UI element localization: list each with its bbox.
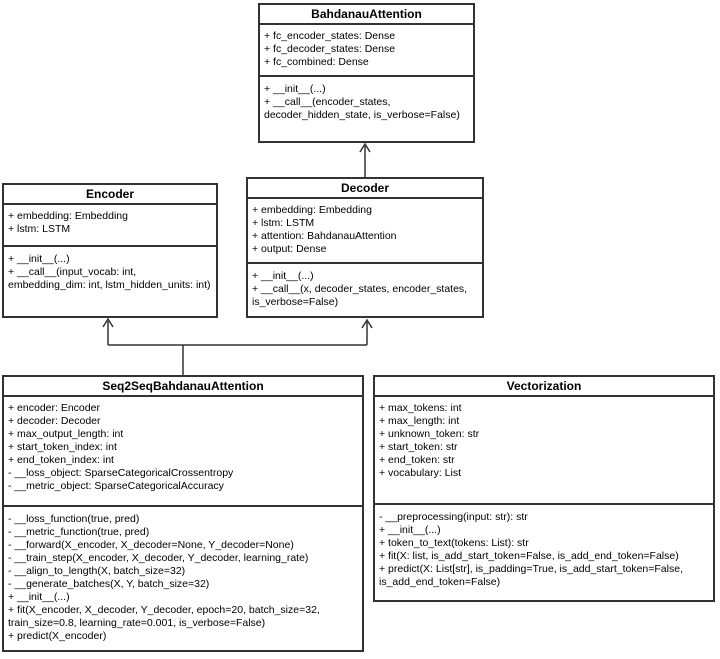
open-arrowhead-icon (362, 320, 372, 328)
method-item: + __init__(...) (252, 270, 314, 282)
attribute-item: + decoder: Decoder (8, 415, 101, 427)
method-item: + __call__(x, decoder_states, encoder_states, is_verbose=False) (252, 283, 468, 308)
method-item: + fit(X: list, is_add_start_token=False, is_add_end_token=False) (379, 550, 679, 562)
attributes-compartment (375, 397, 713, 505)
class-title: Decoder (248, 179, 482, 199)
attribute-item: + end_token_index: int (8, 454, 114, 466)
attribute-item: + encoder: Encoder (8, 402, 100, 414)
method-item: + fit(X_encoder, X_decoder, Y_decoder, epoch=20, batch_size=32, train_size=0.8, learning_rate=0.001, is_verbose=False) (8, 604, 320, 629)
attribute-item: + output: Dense (252, 243, 327, 255)
class-title: BahdanauAttention (260, 5, 473, 25)
attribute-item: + max_output_length: int (8, 428, 124, 440)
attribute-item: + lstm: LSTM (8, 223, 71, 235)
class-box-seq2seqbahdanauattention (2, 375, 364, 652)
class-box-encoder (2, 183, 218, 318)
method-item: - __train_step(X_encoder, X_decoder, Y_decoder, learning_rate) (8, 552, 309, 564)
attributes-compartment (260, 25, 473, 77)
attribute-item: + fc_encoder_states: Dense (264, 30, 396, 42)
method-item: - __align_to_length(X, batch_size=32) (8, 565, 186, 577)
attribute-item: + lstm: LSTM (252, 217, 315, 229)
class-title: Vectorization (375, 377, 713, 397)
attribute-item: - __loss_object: SparseCategoricalCrossentropy (8, 467, 234, 479)
attribute-item: + attention: BahdanauAttention (252, 230, 397, 242)
methods-compartment (248, 264, 482, 316)
method-item: + __init__(...) (264, 83, 326, 95)
class-box-decoder (246, 177, 484, 318)
method-item: + __init__(...) (8, 591, 70, 603)
methods-compartment (4, 247, 216, 316)
attributes-compartment (4, 205, 216, 247)
class-title: Seq2SeqBahdanauAttention (4, 377, 362, 397)
attributes-compartment (4, 397, 362, 507)
methods-compartment (4, 507, 362, 650)
method-item: - __loss_function(true, pred) (8, 513, 140, 525)
method-item: + __init__(...) (8, 253, 70, 265)
method-item: - __preprocessing(input: str): str (379, 511, 528, 523)
class-box-vectorization (373, 375, 715, 602)
attribute-item: + max_tokens: int (379, 402, 462, 414)
attribute-item: - __metric_object: SparseCategoricalAccuracy (8, 480, 224, 492)
attribute-item: + fc_decoder_states: Dense (264, 43, 396, 55)
class-box-bahdanauattention (258, 3, 475, 143)
method-item: + predict(X_encoder) (8, 630, 107, 642)
connector-seq2seq-to-encoder-and-decoder (103, 319, 372, 375)
attribute-item: + embedding: Embedding (252, 204, 372, 216)
attributes-compartment (248, 199, 482, 264)
method-item: - __forward(X_encoder, X_decoder=None, Y_decoder=None) (8, 539, 294, 551)
attribute-item: + vocabulary: List (379, 467, 462, 479)
method-item: - __metric_function(true, pred) (8, 526, 150, 538)
method-item: + predict(X: List[str], is_padding=True, is_add_start_token=False, is_add_end_token=False) (379, 563, 683, 588)
method-item: - __generate_batches(X, Y, batch_size=32) (8, 578, 210, 590)
attribute-item: + start_token_index: int (8, 441, 117, 453)
attribute-item: + start_token: str (379, 441, 458, 453)
method-item: + __init__(...) (379, 524, 441, 536)
class-title: Encoder (4, 185, 216, 205)
method-item: + token_to_text(tokens: List): str (379, 537, 529, 549)
attribute-item: + max_length: int (379, 415, 460, 427)
method-item: + __call__(input_vocab: int, embedding_dim: int, lstm_hidden_units: int) (8, 266, 211, 291)
method-item: + __call__(encoder_states, decoder_hidden_state, is_verbose=False) (264, 96, 460, 121)
open-arrowhead-icon (103, 319, 113, 327)
attribute-item: + unknown_token: str (379, 428, 480, 440)
attribute-item: + end_token: str (379, 454, 455, 466)
attribute-item: + fc_combined: Dense (264, 56, 369, 68)
arrow-decoder-to-bahdanauattention (360, 144, 370, 177)
methods-compartment (375, 505, 713, 600)
open-arrowhead-icon (360, 144, 370, 152)
methods-compartment (260, 77, 473, 141)
attribute-item: + embedding: Embedding (8, 210, 128, 222)
